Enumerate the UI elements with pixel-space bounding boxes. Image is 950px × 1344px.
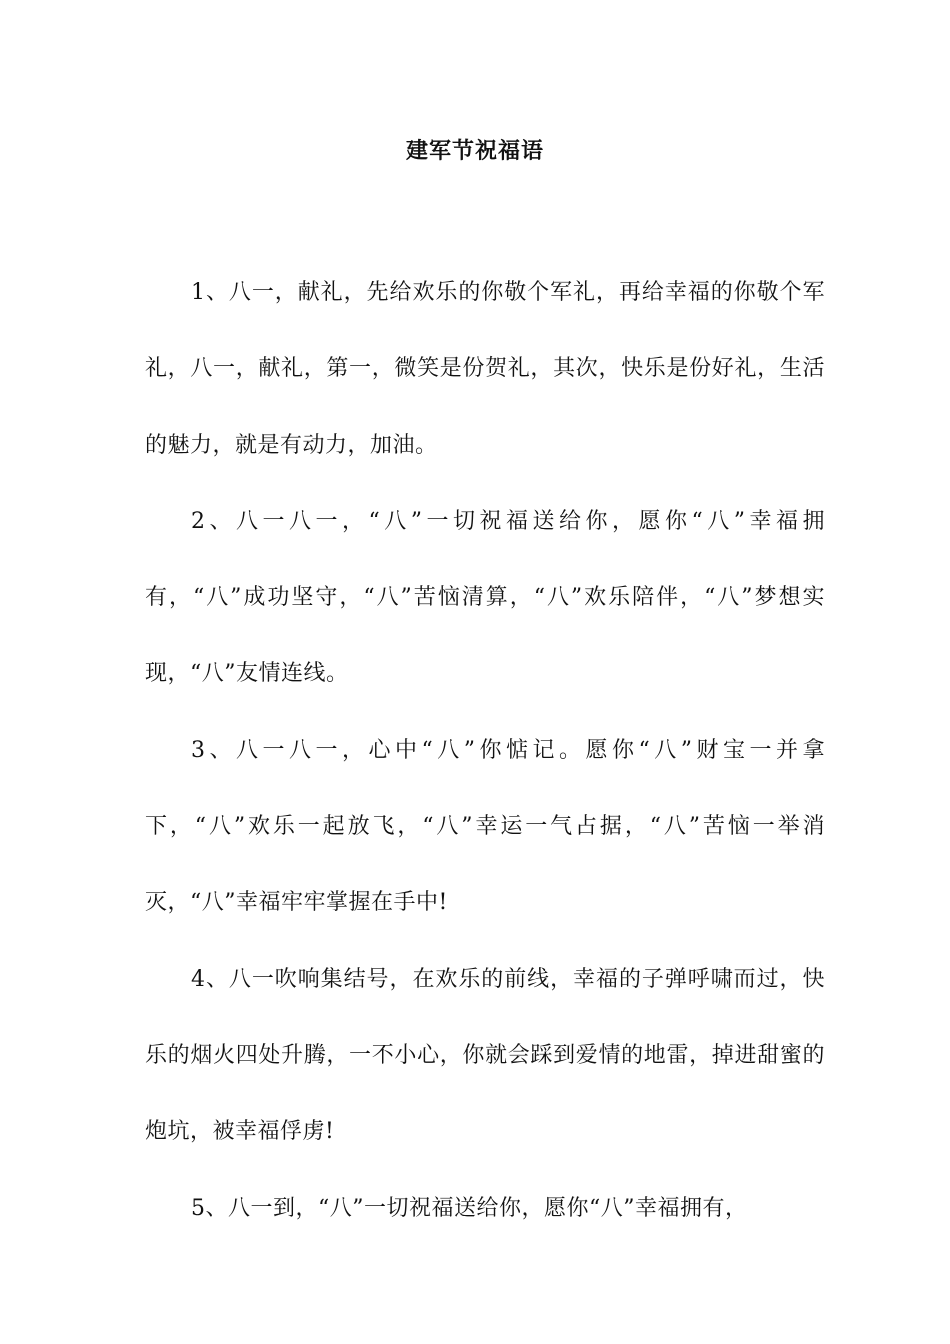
paragraph-4: 4、八一吹响集结号，在欢乐的前线，幸福的子弹呼啸而过，快乐的烟火四处升腾，一不小心，你就会踩到爱情的地雷，掉进甜蜜的炮坑，被幸福俘虏! <box>145 966 825 1145</box>
paragraph-1: 1、八一，献礼，先给欢乐的你敬个军礼，再给幸福的你敬个军礼，八一，献礼，第一，微笑是份贺礼，其次，快乐是份好礼，生活的魅力，就是有动力，加油。 <box>145 280 825 458</box>
document-title: 建军节祝福语 <box>405 139 544 164</box>
paragraph-3: 3、八一八一，心中“八”你惦记。愿你“八”财宝一并拿下，“八”欢乐一起放飞，“八”幸运一气占据，“八”苦恼一举消灭，“八”幸福牢牢掌握在手中! <box>145 737 825 916</box>
document-body <box>145 255 825 1247</box>
paragraph-2: 2、八一八一，“八”一切祝福送给你，愿你“八”幸福拥有，“八”成功坚守，“八”苦恼清算，“八”欢乐陪伴，“八”梦想实现，“八”友情连线。 <box>145 508 825 687</box>
paragraph-5: 5、八一到，“八”一切祝福送给你，愿你“八”幸福拥有， <box>191 1195 748 1221</box>
